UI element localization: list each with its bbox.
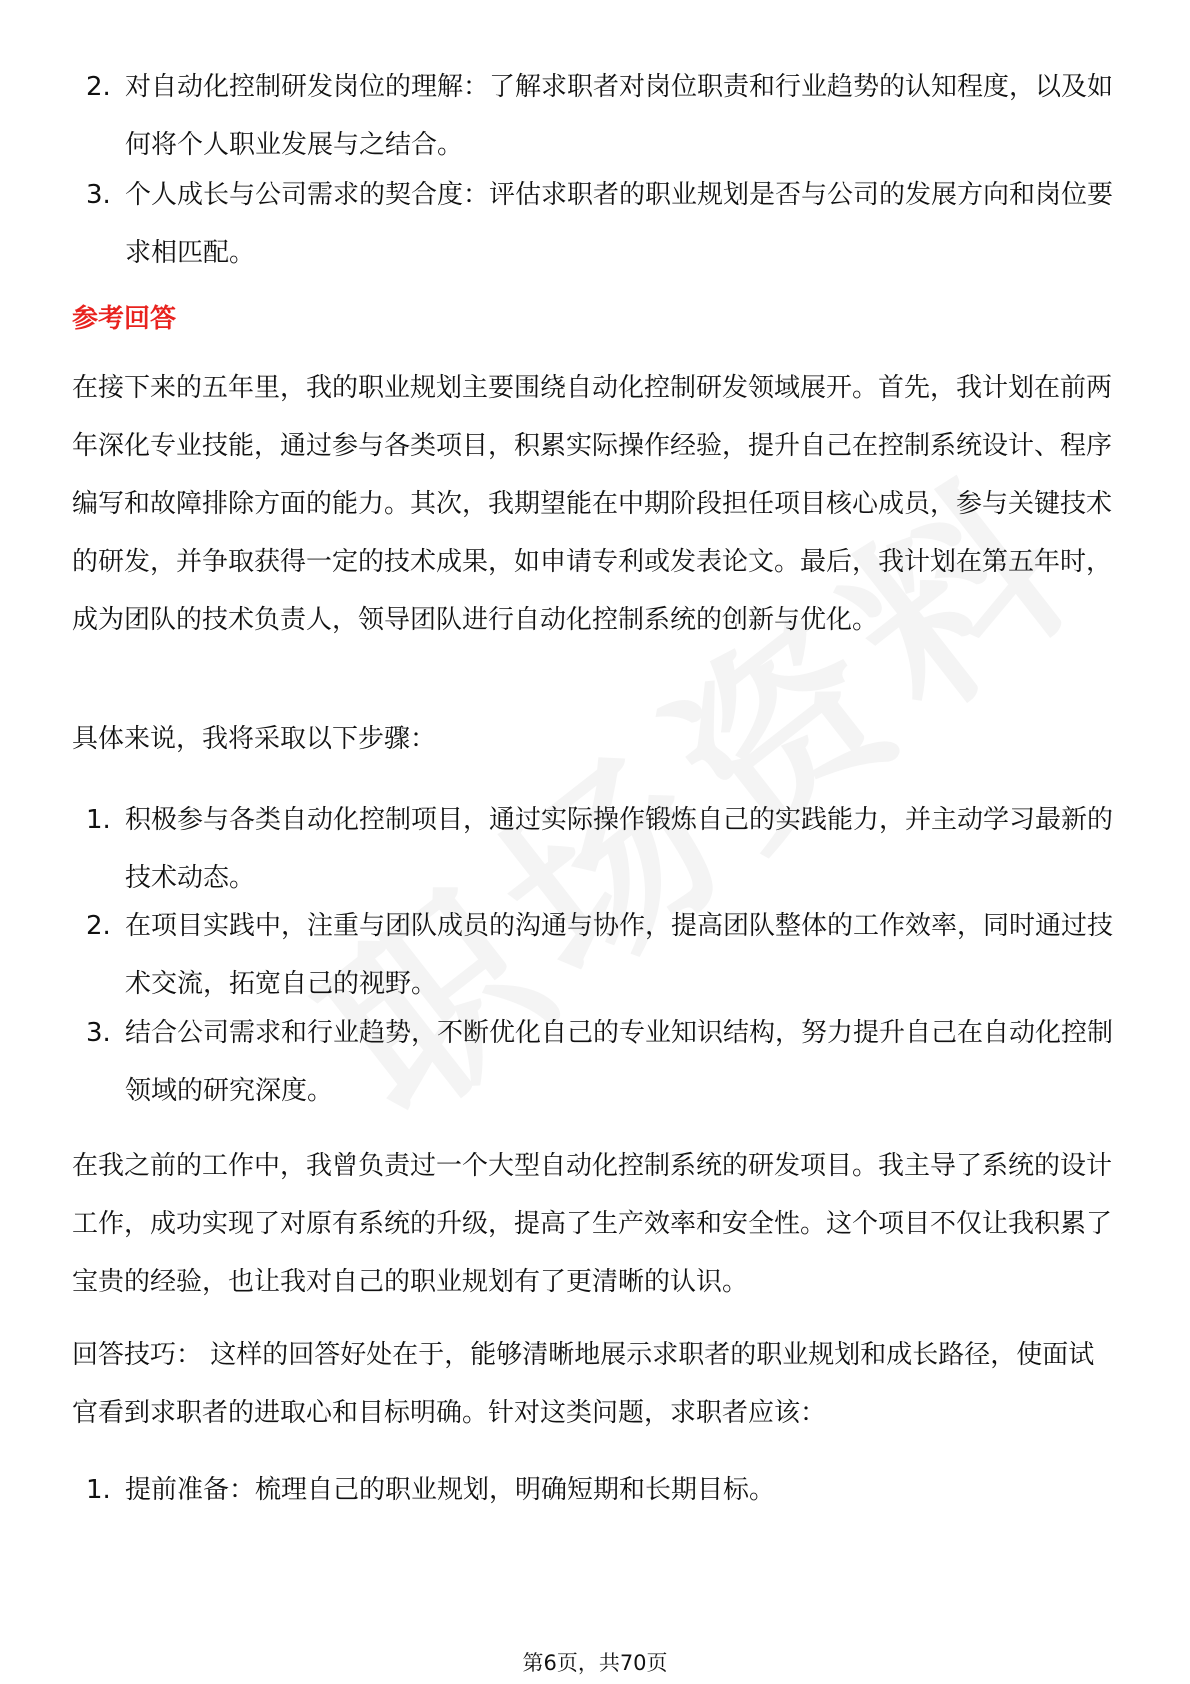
list-text: 提前准备：梳理自己的职业规划，明确短期和长期目标。 bbox=[125, 1475, 776, 1505]
list-item bbox=[86, 791, 1116, 907]
section-heading: 参考回答 bbox=[72, 304, 177, 334]
paragraph: 回答技巧： 这样的回答好处在于，能够清晰地展示求职者的职业规划和成长路径，使面试官看到求职者的进取心和目标明确。针对这类问题，求职者应该： bbox=[72, 1340, 1095, 1428]
list-text: 结合公司需求和行业趋势，不断优化自己的专业知识结构，努力提升自己在自动化控制领域的研究深度。 bbox=[125, 1018, 1114, 1106]
list-text: 积极参与各类自动化控制项目，通过实际操作锻炼自己的实践能力，并主动学习最新的技术动态。 bbox=[125, 805, 1114, 893]
list-text: 个人成长与公司需求的契合度：评估求职者的职业规划是否与公司的发展方向和岗位要求相匹配。 bbox=[125, 180, 1114, 268]
list-item bbox=[86, 1004, 1116, 1120]
list-number: 2. bbox=[86, 72, 111, 102]
list-item bbox=[86, 58, 1116, 174]
page-footer: 第6页，共70页 bbox=[522, 1651, 668, 1675]
list-number: 1. bbox=[86, 805, 111, 835]
list-item bbox=[86, 897, 1116, 1013]
list-text: 在项目实践中，注重与团队成员的沟通与协作，提高团队整体的工作效率，同时通过技术交流，拓宽自己的视野。 bbox=[125, 911, 1114, 999]
paragraph: 在接下来的五年里，我的职业规划主要围绕自动化控制研发领域展开。首先，我计划在前两年深化专业技能，通过参与各类项目，积累实际操作经验，提升自己在控制系统设计、程序编写和故障排除方面的能力。其次，我期望能在中期阶段担任项目核心成员，参与关键技术的研发，并争取获得一定的技术成果，如申请专利或发表论文。最后，我计划在第五年时，成为团队的技术负责人，领导团队进行自动化控制系统的创新与优化。 bbox=[72, 373, 1113, 635]
list-number: 3. bbox=[86, 1018, 111, 1048]
list-number: 3. bbox=[86, 180, 111, 210]
list-number: 1. bbox=[86, 1475, 111, 1505]
list-number: 2. bbox=[86, 911, 111, 941]
paragraph: 在我之前的工作中，我曾负责过一个大型自动化控制系统的研发项目。我主导了系统的设计工作，成功实现了对原有系统的升级，提高了生产效率和安全性。这个项目不仅让我积累了宝贵的经验，也让我对自己的职业规划有了更清晰的认识。 bbox=[72, 1151, 1113, 1297]
paragraph: 具体来说，我将采取以下步骤： bbox=[72, 724, 437, 754]
list-item bbox=[86, 1461, 1116, 1519]
list-text: 对自动化控制研发岗位的理解：了解求职者对岗位职责和行业趋势的认知程度，以及如何将个人职业发展与之结合。 bbox=[125, 72, 1114, 160]
list-item bbox=[86, 166, 1116, 282]
